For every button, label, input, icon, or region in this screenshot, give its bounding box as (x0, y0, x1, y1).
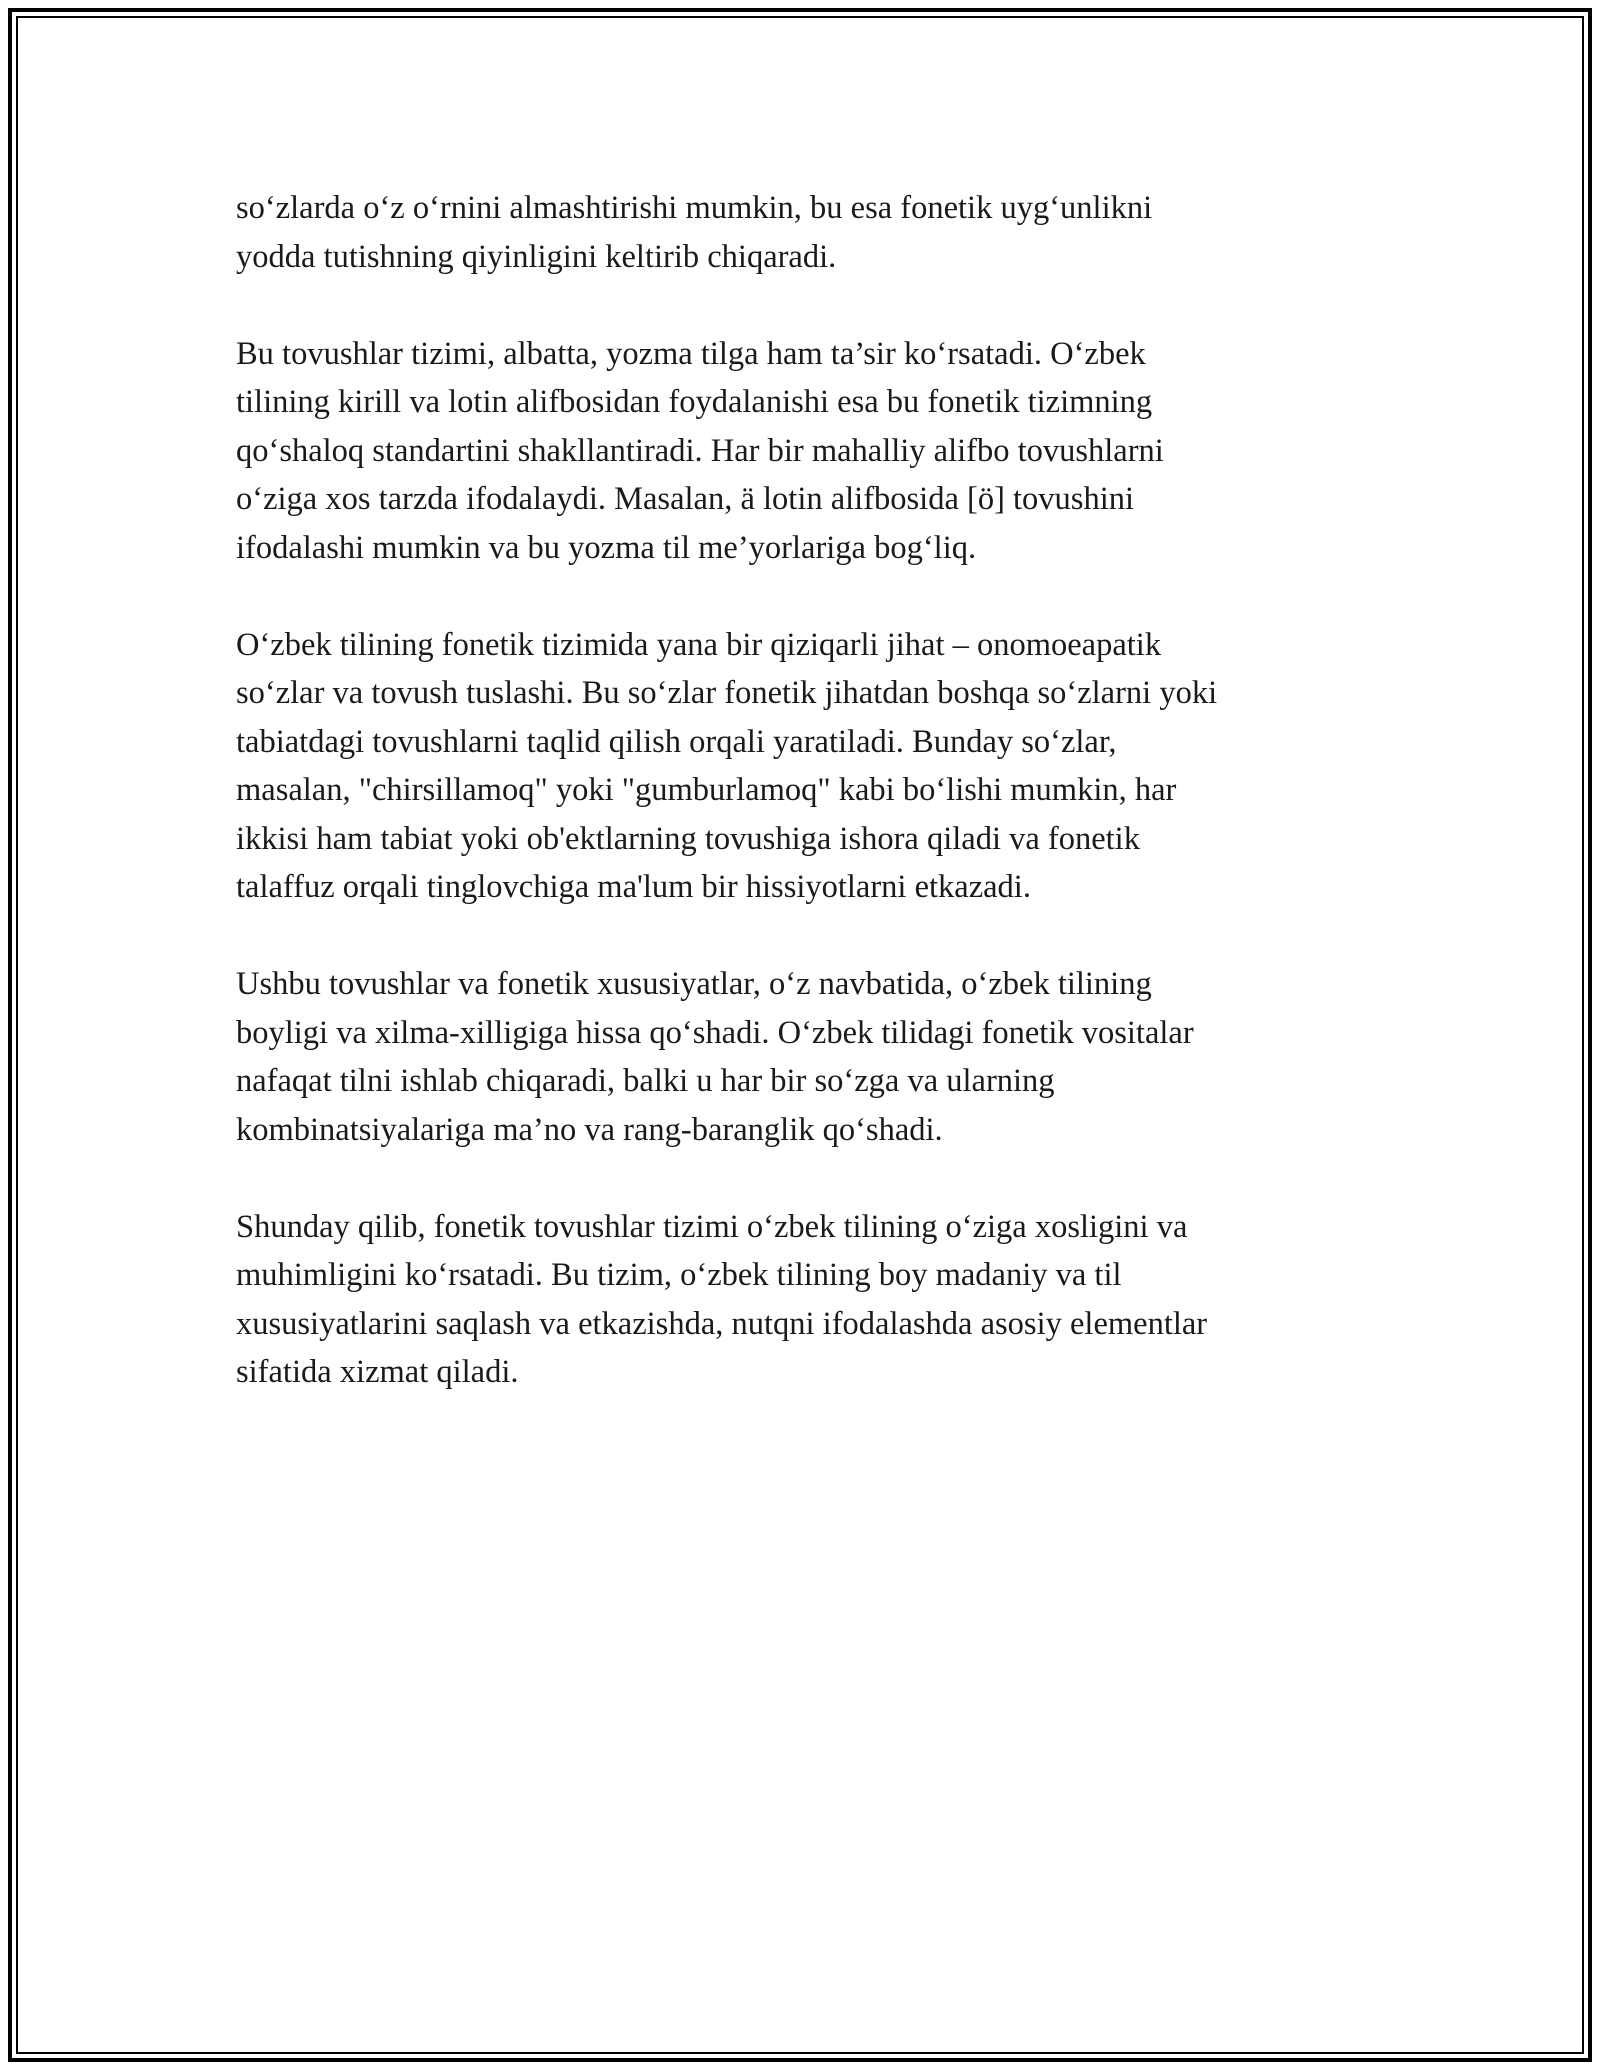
text-line: tabiatdagi tovushlarni taqlid qilish orqali yaratiladi. Bunday so‘zlar, (236, 723, 1117, 760)
text-line: Ushbu tovushlar va fonetik xususiyatlar, o‘z navbatida, o‘zbek tilining (236, 966, 1152, 1002)
paragraph-3 (236, 621, 1366, 912)
text-line: boyligi va xilma-xilligiga hissa qo‘shadi. O‘zbek tilidagi fonetik vositalar (236, 1014, 1194, 1051)
text-line: xususiyatlarini saqlash va etkazishda, nutqni ifodalashda asosiy elementlar (236, 1305, 1208, 1342)
text-line: masalan, "chirsillamoq" yoki "gumburlamoq" kabi bo‘lishi mumkin, har (236, 772, 1177, 808)
text-line: ifodalashi mumkin va bu yozma til me’yorlariga bog‘liq. (236, 529, 977, 566)
text-line: nafaqat tilni ishlab chiqaradi, balki u har bir so‘zga va ularning (236, 1063, 1055, 1099)
text-line: ikkisi ham tabiat yoki ob'ektlarning tovushiga ishora qiladi va fonetik (236, 820, 1140, 857)
text-line: Shunday qilib, fonetik tovushlar tizimi o‘zbek tilining o‘ziga xosligini va (236, 1208, 1188, 1245)
text-line: so‘zlarda o‘z o‘rnini almashtirishi mumkin, bu esa fonetik uyg‘unlikni (236, 190, 1153, 226)
text-line: o‘ziga xos tarzda ifodalaydi. Masalan, ä lotin alifbosida [ö] tovushini (236, 481, 1135, 517)
paragraph-5 (236, 1203, 1366, 1397)
text-line: qo‘shaloq standartini shakllantiradi. Har bir mahalliy alifbo tovushlarni (236, 432, 1164, 469)
paragraph-4 (236, 960, 1366, 1154)
text-line: so‘zlar va tovush tuslashi. Bu so‘zlar fonetik jihatdan boshqa so‘zlarni yoki (236, 675, 1218, 711)
text-line: Bu tovushlar tizimi, albatta, yozma tilga ham ta’sir ko‘rsatadi. O‘zbek (236, 335, 1146, 372)
document-body (236, 184, 1366, 1445)
text-line: tilining kirill va lotin alifbosidan foydalanishi esa bu fonetik tizimning (236, 384, 1153, 420)
text-line: O‘zbek tilining fonetik tizimida yana bir qiziqarli jihat – onomoeapatik (236, 626, 1162, 663)
text-line: kombinatsiyalariga ma’no va rang-baranglik qo‘shadi. (236, 1111, 943, 1148)
text-line: yodda tutishning qiyinligini keltirib chiqaradi. (236, 238, 837, 275)
text-line: sifatida xizmat qiladi. (236, 1354, 519, 1390)
text-line: talaffuz orqali tinglovchiga ma'lum bir hissiyotlarni etkazadi. (236, 869, 1031, 905)
text-line: muhimligini ko‘rsatadi. Bu tizim, o‘zbek tilining boy madaniy va til (236, 1257, 1122, 1293)
paragraph-1 (236, 184, 1366, 281)
paragraph-2 (236, 330, 1366, 573)
